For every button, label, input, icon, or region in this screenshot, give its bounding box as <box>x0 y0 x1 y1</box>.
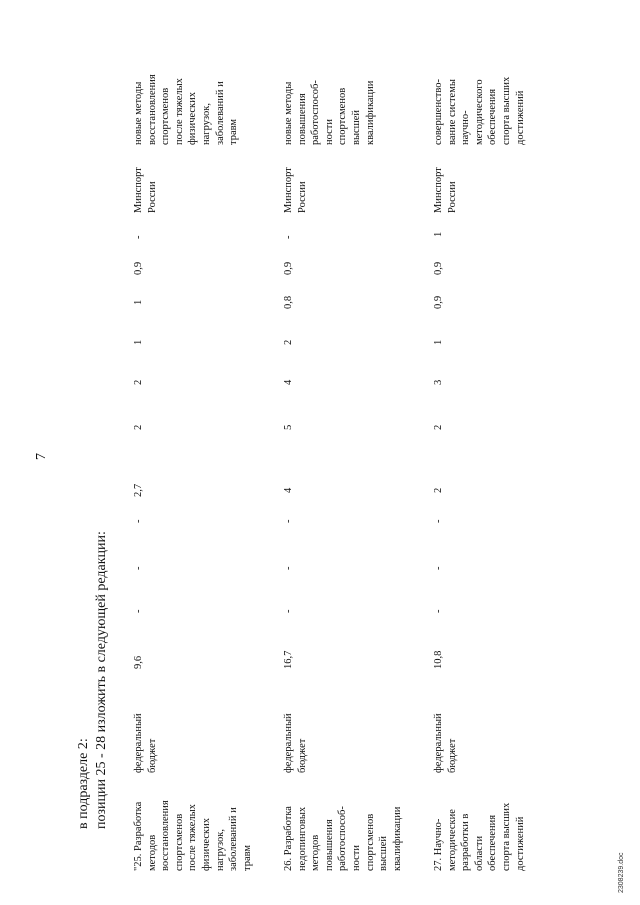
row-value: 1 <box>133 339 144 345</box>
row-value: 5 <box>283 424 294 430</box>
row-result: новые методы восстановления спортсменов после тяжелых физических нагрузок, заболеваний и травм <box>133 74 240 145</box>
row-value: 0,8 <box>283 295 294 309</box>
row-value: 1 <box>433 339 444 345</box>
row-value: 2 <box>133 379 144 385</box>
row-value: 3 <box>433 379 444 385</box>
row-value: - <box>283 609 294 613</box>
row-total: 10,8 <box>433 650 444 669</box>
row-value: - <box>283 566 294 570</box>
row-value: 2 <box>433 487 444 493</box>
row-value: 1 <box>133 299 144 305</box>
row-value: 4 <box>283 487 294 493</box>
page-number: 7 <box>34 453 49 460</box>
row-name: 26. Разработка недопинговых методов повышения работоспособ- ности спортсменов высшей квалификации <box>283 806 403 871</box>
row-source: федеральный бюджет <box>133 713 158 773</box>
row-value: 2 <box>133 424 144 430</box>
row-result: совершенство- вание системы научно- методического обеспечения спорта высших достижений <box>433 76 526 145</box>
row-result: новые методы повышения работоспособ- ности спортсменов высшей квалификации <box>283 80 376 145</box>
row-name: "25. Разработка методов восстановления спортсменов после тяжелых физических нагрузок, заболеваний и травм <box>133 800 253 871</box>
row-value: 0,9 <box>433 261 444 275</box>
row-value: 4 <box>283 379 294 385</box>
row-value: - <box>133 566 144 570</box>
row-value: 2 <box>283 339 294 345</box>
row-value: 0,9 <box>283 261 294 275</box>
file-footer: 2308239.doc <box>618 852 625 893</box>
row-value: - <box>283 519 294 523</box>
row-source: федеральный бюджет <box>433 713 458 773</box>
row-executor: Минспорт России <box>433 167 458 213</box>
row-executor: Минспорт России <box>133 167 158 213</box>
row-name: 27. Научно- методические разработки в области обеспечения спорта высших достижений <box>433 802 526 871</box>
row-value: 2,7 <box>133 483 144 497</box>
row-value: 0,9 <box>433 295 444 309</box>
row-value: 1 <box>433 231 444 237</box>
row-value: - <box>283 235 294 239</box>
row-source: федеральный бюджет <box>283 713 308 773</box>
row-value: - <box>433 519 444 523</box>
row-executor: Минспорт России <box>283 167 308 213</box>
row-value: - <box>433 609 444 613</box>
row-value: 0,9 <box>133 261 144 275</box>
row-value: - <box>133 609 144 613</box>
row-value: 2 <box>433 424 444 430</box>
row-total: 16,7 <box>283 650 294 669</box>
row-total: 9,6 <box>133 655 144 669</box>
row-value: - <box>133 519 144 523</box>
row-value: - <box>133 235 144 239</box>
row-value: - <box>433 566 444 570</box>
intro-line-2: позиции 25 - 28 изложить в следующей редакции: <box>94 531 109 829</box>
intro-line-1: в подразделе 2: <box>76 738 91 829</box>
